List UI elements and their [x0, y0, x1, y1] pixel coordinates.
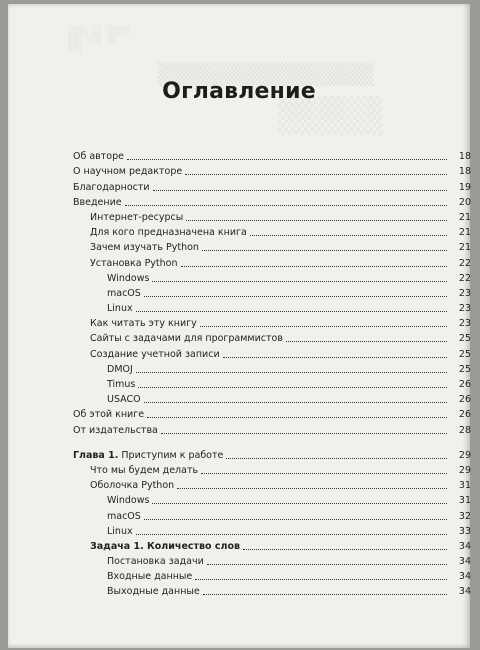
toc-entry-label: Linux	[107, 303, 136, 314]
toc-entry-page: 21	[458, 242, 471, 254]
toc-entry-page: 19	[458, 181, 471, 193]
dot-leader	[186, 219, 447, 221]
toc-entry	[73, 284, 471, 299]
dot-leader	[202, 249, 447, 251]
dot-leader	[153, 189, 447, 191]
dot-leader	[181, 265, 448, 267]
chapter-number: Глава 1.	[73, 449, 119, 461]
toc-entry-label: Задача 1. Количество слов	[90, 541, 243, 552]
toc-entry-page: 18	[458, 166, 471, 178]
toc-entry-page: 23	[458, 287, 471, 299]
toc-entry-label: Сайты с задачами для программистов	[90, 333, 286, 344]
toc-entry-label: macOS	[107, 511, 144, 522]
toc-entry	[73, 208, 471, 223]
toc-entry-page: 21	[458, 211, 471, 223]
toc-entry-label: Об этой книге	[73, 409, 147, 420]
toc-entry-page: 25	[458, 333, 471, 345]
toc-entry-page: 34	[458, 556, 471, 568]
dot-leader	[144, 518, 447, 520]
toc-entry-label: Выходные данные	[107, 586, 203, 597]
dot-leader	[226, 457, 447, 459]
toc-entry-label: Windows	[107, 495, 152, 506]
toc-entry-label: Linux	[107, 526, 136, 537]
toc-entry-label: Благодарности	[73, 182, 153, 193]
toc-entry-label: Для кого предназначена книга	[90, 227, 250, 238]
dot-leader	[152, 280, 447, 282]
dot-leader	[136, 533, 447, 535]
toc-entry-label: Оболочка Python	[90, 480, 177, 491]
toc-entry	[73, 461, 471, 476]
toc-entry-label: Зачем изучать Python	[90, 242, 202, 253]
chapter-page: 29	[458, 449, 471, 461]
toc-entry-label: Входные данные	[107, 571, 195, 582]
toc-entry	[73, 223, 471, 238]
dot-leader	[161, 432, 447, 434]
toc-entry-page: 33	[458, 525, 471, 537]
toc-entry	[73, 177, 471, 192]
toc-entry-page: 25	[458, 363, 471, 375]
toc-entry-page: 34	[458, 540, 471, 552]
toc-entry-label: От издательства	[73, 425, 161, 436]
dot-leader	[138, 386, 447, 388]
toc-entry-label: Создание учетной записи	[90, 349, 223, 360]
toc-entry	[73, 314, 471, 329]
toc-entry	[73, 552, 471, 567]
dot-leader	[136, 371, 447, 373]
toc-entry	[73, 506, 471, 521]
toc-entry	[73, 582, 471, 597]
toc-entry-page: 26	[458, 379, 471, 390]
dot-leader	[147, 416, 447, 418]
toc-entry	[73, 269, 471, 284]
toc-entry-label: Постановка задачи	[107, 556, 207, 567]
dot-leader	[127, 158, 447, 160]
toc-entry-page: 20	[458, 196, 471, 208]
section-gap	[73, 436, 471, 446]
toc-entry-page: 23	[458, 303, 471, 315]
toc-entry-label: Введение	[73, 197, 125, 208]
dot-leader	[195, 578, 447, 580]
toc-entry	[73, 567, 471, 582]
dot-leader	[250, 234, 447, 236]
toc-entry-page: 18	[458, 151, 471, 163]
toc-entry-label: Как читать эту книгу	[90, 318, 200, 329]
dot-leader	[223, 356, 447, 358]
toc-entry-page: 22	[458, 257, 471, 269]
toc-entry-label: О научном редакторе	[73, 166, 185, 177]
dot-leader	[203, 593, 447, 595]
dot-leader	[152, 502, 447, 504]
dot-leader	[243, 548, 447, 550]
toc-entry-label: Интернет-ресурсы	[90, 212, 186, 223]
toc-entry	[73, 405, 471, 420]
toc-entry	[73, 375, 471, 390]
toc-entry-label: Установка Python	[90, 258, 181, 269]
dot-leader	[286, 340, 447, 342]
toc-entry	[73, 390, 471, 405]
toc-entry	[73, 147, 471, 162]
toc-entry-label: USACO	[107, 394, 144, 405]
toc-entry	[73, 329, 471, 344]
book-page	[8, 4, 470, 648]
toc-entry-page: 34	[458, 571, 471, 583]
dot-leader	[125, 204, 447, 206]
dot-leader	[136, 310, 447, 312]
toc-entry-label: DMOJ	[107, 364, 136, 375]
dot-leader	[207, 563, 447, 565]
toc-entry-page: 26	[458, 394, 471, 406]
toc-entry	[73, 476, 471, 491]
toc-entry-label: Windows	[107, 273, 152, 284]
toc-entry	[73, 253, 471, 268]
toc-entry-page: 25	[458, 348, 471, 360]
dot-leader	[144, 295, 447, 297]
toc-entry-page: 21	[458, 227, 471, 239]
toc-entry-label: Timus	[107, 379, 138, 390]
toc-entry-page: 28	[458, 424, 471, 436]
page-title: Оглавление	[162, 78, 316, 104]
toc-entry	[73, 299, 471, 314]
toc-entry-page: 23	[458, 318, 471, 330]
dot-leader	[144, 401, 447, 403]
toc-entry-label: Что мы будем делать	[90, 465, 201, 476]
bleed-through-large: ▒▒▒▒	[278, 96, 383, 136]
dot-leader	[201, 472, 447, 474]
dot-leader	[185, 173, 447, 175]
toc-entry	[73, 344, 471, 359]
toc-entry	[73, 360, 471, 375]
bleed-through-text: ░░░░ ░░ ░░░░░ ░░░ ░░░ ░░ ░░░	[68, 26, 131, 53]
toc-entry	[73, 238, 471, 253]
toc-entry-page: 32	[458, 510, 471, 522]
toc-entry-page: 31	[458, 495, 471, 507]
dot-leader	[200, 325, 447, 327]
toc-entry-page: 22	[458, 272, 471, 284]
toc-entry	[73, 522, 471, 537]
table-of-contents	[73, 147, 471, 597]
toc-entry	[73, 537, 471, 552]
dot-leader	[177, 487, 447, 489]
toc-entry	[73, 193, 471, 208]
chapter-heading-label	[73, 450, 226, 461]
chapter-title: Приступим к работе	[121, 449, 224, 461]
toc-entry-page: 34	[458, 586, 471, 598]
toc-entry-page: 26	[458, 409, 471, 421]
toc-entry-label: macOS	[107, 288, 144, 299]
bleed-through-heading: ▒▒▒▒▒▒▒▒▒▒▒▒▒▒	[158, 62, 374, 86]
toc-entry	[73, 162, 471, 177]
toc-entry	[73, 420, 471, 435]
toc-entry	[73, 491, 471, 506]
toc-entry-label: Об авторе	[73, 151, 127, 162]
toc-entry-page: 31	[458, 480, 471, 492]
chapter-heading	[73, 446, 471, 461]
toc-entry-page: 29	[458, 464, 471, 476]
